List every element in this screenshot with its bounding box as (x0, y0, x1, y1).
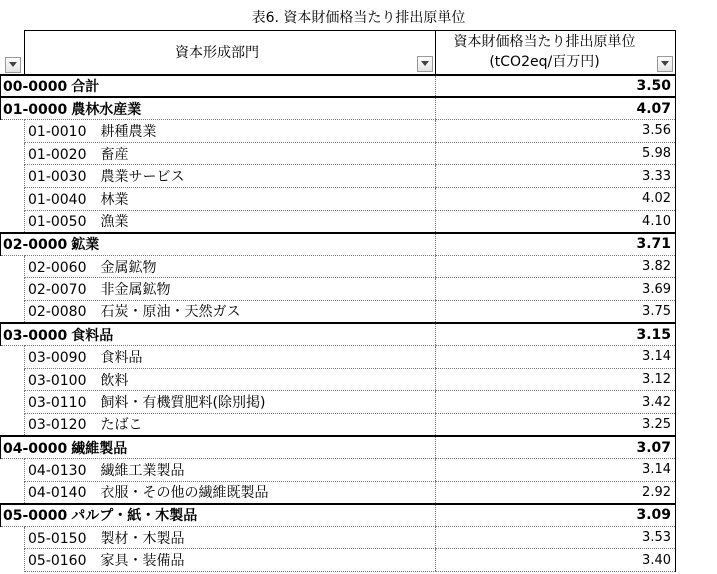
row-indent-cell (1, 391, 25, 414)
row-code: 01-0050 (28, 214, 87, 231)
row-code: 01-0040 (28, 191, 87, 208)
row-value-cell[interactable]: 3.69 (436, 278, 676, 301)
row-name: 林業 (100, 191, 129, 208)
row-indent-cell (1, 459, 25, 482)
row-sector-cell[interactable] (25, 413, 436, 436)
spreadsheet (0, 30, 717, 574)
row-code: 04-0130 (28, 462, 87, 479)
row-name: 耕種農業 (100, 123, 157, 140)
row-value-cell[interactable]: 4.02 (436, 187, 676, 210)
row-indent-cell (1, 481, 25, 504)
row-indent-cell (1, 142, 25, 165)
row-sector-cell[interactable] (25, 300, 436, 323)
row-value-cell[interactable]: 3.33 (436, 165, 676, 188)
table-row (1, 368, 676, 391)
row-value-cell[interactable]: 3.50 (436, 75, 676, 98)
row-code: 03-0110 (28, 395, 87, 412)
row-value-cell[interactable]: 5.98 (436, 142, 676, 165)
row-name: 食料品 (71, 327, 114, 344)
row-value-cell[interactable]: 3.75 (436, 300, 676, 323)
row-sector-cell[interactable] (25, 142, 436, 165)
emission-table (0, 30, 676, 572)
table-row-group (1, 436, 676, 459)
table-row-group (1, 233, 676, 256)
row-sector-cell[interactable] (25, 459, 436, 482)
row-indent-cell (1, 300, 25, 323)
row-value-cell[interactable]: 3.82 (436, 255, 676, 278)
table-row (1, 459, 676, 482)
table-row (1, 187, 676, 210)
row-value-cell[interactable]: 3.12 (436, 368, 676, 391)
row-sector-cell[interactable] (25, 187, 436, 210)
row-sector-cell[interactable] (1, 233, 436, 256)
row-code: 02-0070 (28, 282, 87, 299)
row-name: 農業サービス (100, 169, 185, 186)
header-indent-cell (1, 31, 25, 75)
table-row-group (1, 504, 676, 527)
table-row (1, 255, 676, 278)
table-row (1, 391, 676, 414)
row-name: たばこ (100, 417, 143, 434)
table-row (1, 210, 676, 233)
row-value-cell[interactable]: 3.25 (436, 413, 676, 436)
row-indent-cell (1, 413, 25, 436)
table-row (1, 142, 676, 165)
row-code: 05-0150 (28, 530, 87, 547)
row-indent-cell (1, 120, 25, 143)
row-indent-cell (1, 165, 25, 188)
row-name: 鉱業 (71, 237, 100, 254)
row-code: 03-0120 (28, 417, 87, 434)
row-value-cell[interactable]: 3.07 (436, 436, 676, 459)
row-name: パルプ・紙・木製品 (71, 508, 198, 525)
row-code: 02-0080 (28, 304, 87, 321)
row-code: 02-0060 (28, 259, 87, 276)
row-value-cell[interactable]: 3.71 (436, 233, 676, 256)
row-indent-cell (1, 526, 25, 549)
row-sector-cell[interactable] (25, 391, 436, 414)
row-sector-cell[interactable] (25, 346, 436, 369)
row-name: 農林水産業 (71, 101, 142, 118)
row-sector-cell[interactable] (25, 481, 436, 504)
row-sector-cell[interactable] (25, 278, 436, 301)
table-row (1, 278, 676, 301)
value-header (436, 31, 676, 75)
row-value-cell[interactable]: 3.42 (436, 391, 676, 414)
table-row (1, 300, 676, 323)
row-name: 金属鉱物 (100, 259, 157, 276)
row-value-cell[interactable]: 3.09 (436, 504, 676, 527)
row-sector-cell[interactable] (25, 120, 436, 143)
sector-header (25, 31, 436, 75)
row-code: 01-0000 (3, 101, 68, 118)
row-name: 繊維製品 (71, 440, 128, 457)
row-sector-cell[interactable] (25, 255, 436, 278)
row-value-cell[interactable]: 3.14 (436, 346, 676, 369)
row-sector-cell[interactable] (1, 75, 436, 98)
table-row-group (1, 323, 676, 346)
row-sector-cell[interactable] (1, 436, 436, 459)
row-sector-cell[interactable] (25, 368, 436, 391)
row-sector-cell[interactable] (1, 323, 436, 346)
row-name: 石炭・原油・天然ガス (100, 304, 241, 321)
row-value-cell[interactable]: 3.56 (436, 120, 676, 143)
row-indent-cell (1, 368, 25, 391)
sector-header-label: 資本形成部門 (175, 45, 259, 62)
table-row (1, 549, 676, 572)
row-sector-cell[interactable] (25, 549, 436, 572)
row-name: 食料品 (100, 349, 143, 366)
table-row (1, 120, 676, 143)
row-code: 01-0030 (28, 169, 87, 186)
row-sector-cell[interactable] (25, 210, 436, 233)
table-row-group (1, 75, 676, 98)
table-row (1, 526, 676, 549)
value-header-line2: (tCO2eq/百万円) (489, 54, 600, 71)
row-name: 衣服・その他の繊維既製品 (100, 485, 269, 502)
row-code: 04-0000 (3, 440, 68, 457)
row-code: 02-0000 (3, 237, 68, 254)
row-sector-cell[interactable] (1, 504, 436, 527)
header-row (1, 31, 676, 75)
row-sector-cell[interactable] (1, 97, 436, 120)
row-name: 製材・木製品 (100, 530, 185, 547)
table-row (1, 346, 676, 369)
row-name: 漁業 (100, 214, 129, 231)
row-value-cell[interactable]: 4.10 (436, 210, 676, 233)
table-row (1, 165, 676, 188)
row-name: 繊維工業製品 (100, 462, 185, 479)
table-row-group (1, 97, 676, 120)
table-row (1, 413, 676, 436)
row-value-cell[interactable]: 3.15 (436, 323, 676, 346)
row-code: 01-0020 (28, 146, 87, 163)
value-header-line1: 資本財価格当たり排出原単位 (453, 34, 636, 51)
row-name: 家具・装備品 (100, 553, 185, 570)
chevron-down-icon (9, 62, 17, 67)
table-caption: 表6. 資本財価格当たり排出原単位 (251, 10, 466, 26)
row-code: 03-0000 (3, 327, 68, 344)
row-value-cell[interactable]: 3.40 (436, 549, 676, 572)
row-sector-cell[interactable] (25, 526, 436, 549)
row-code: 04-0140 (28, 485, 87, 502)
row-indent-cell (1, 549, 25, 572)
row-code: 05-0000 (3, 508, 68, 525)
row-code: 03-0090 (28, 349, 87, 366)
row-indent-cell (1, 278, 25, 301)
row-code: 01-0010 (28, 123, 87, 140)
row-value-cell[interactable]: 3.53 (436, 526, 676, 549)
row-name: 飲料 (100, 372, 129, 389)
row-indent-cell (1, 255, 25, 278)
table-row (1, 481, 676, 504)
row-name: 合計 (71, 78, 100, 95)
sector-filter-button[interactable] (417, 56, 433, 72)
row-name: 非金属鉱物 (100, 282, 171, 299)
row-code: 00-0000 (3, 78, 68, 95)
row-indent-cell (1, 210, 25, 233)
row-value-cell[interactable]: 3.14 (436, 459, 676, 482)
row-sector-cell[interactable] (25, 165, 436, 188)
chevron-down-icon (661, 61, 669, 66)
row-value-cell[interactable]: 4.07 (436, 97, 676, 120)
row-indent-cell (1, 187, 25, 210)
value-filter-button[interactable] (657, 56, 673, 72)
filter-dropdown-button[interactable] (5, 57, 21, 73)
row-name: 飼料・有機質肥料(除別掲) (100, 395, 266, 412)
row-indent-cell (1, 346, 25, 369)
row-name: 畜産 (100, 146, 129, 163)
row-value-cell[interactable]: 2.92 (436, 481, 676, 504)
row-code: 05-0160 (28, 553, 87, 570)
row-code: 03-0100 (28, 372, 87, 389)
chevron-down-icon (421, 61, 429, 66)
